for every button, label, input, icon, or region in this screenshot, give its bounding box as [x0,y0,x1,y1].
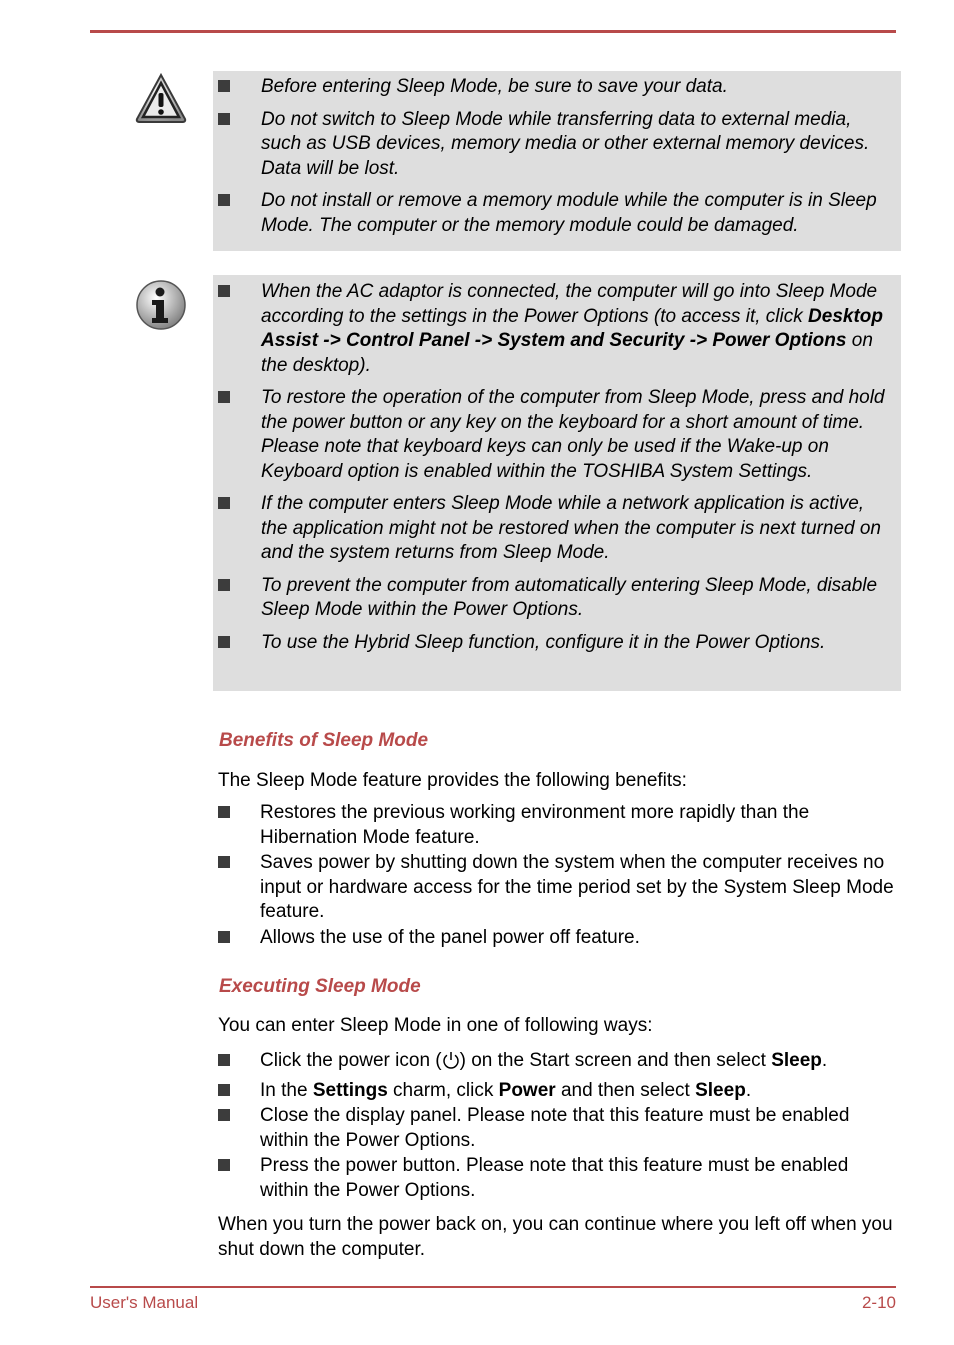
top-rule [90,30,896,33]
list-item: In the Settings charm, click Power and then select Sleep. [218,1079,898,1104]
warning-icon [135,72,187,124]
list-item: Allows the use of the panel power off feature. [218,926,898,951]
bullet-icon [218,806,230,818]
bullet-icon [218,80,230,92]
bullet-icon [218,194,230,206]
list-item: When the AC adaptor is connected, the computer will go into Sleep Mode according to the settings in the Power Options (to access it, click Desktop Assist -> Control Panel -> System and Security -> Power Options on the desktop). [213,280,893,378]
section-heading-executing: Executing Sleep Mode [219,976,421,997]
bottom-rule [90,1286,896,1288]
info-icon [135,279,187,331]
executing-intro: You can enter Sleep Mode in one of following ways: [218,1015,653,1036]
info-note [213,275,901,691]
bullet-icon [218,636,230,648]
warning-note [213,71,901,251]
bullet-icon [218,931,230,943]
bullet-icon [218,1084,230,1096]
bullet-icon [218,1159,230,1171]
list-item: Close the display panel. Please note that this feature must be enabled within the Power Options. [218,1104,898,1153]
benefits-list [218,801,898,951]
list-item: To restore the operation of the computer from Sleep Mode, press and hold the power button or any key on the keyboard for a short amount of time. Please note that keyboard keys can only be used if the Wake-up on Keyboard option is enabled within the TOSHIBA System Settings. [213,386,893,484]
bullet-icon [218,285,230,297]
bullet-icon [218,391,230,403]
list-item: Click the power icon ( ) on the Start screen and then select Sleep. [218,1049,898,1074]
executing-outro: When you turn the power back on, you can continue where you left off when you shut down the computer. [218,1214,893,1260]
benefits-intro: The Sleep Mode feature provides the following benefits: [218,770,687,791]
bullet-icon [218,497,230,509]
executing-list [218,1049,898,1204]
bullet-icon [218,856,230,868]
list-item: Saves power by shutting down the system when the computer receives no input or hardware access for the time period set by the System Sleep Mode feature. [218,851,898,925]
page-number: 2-10 [861,1293,896,1312]
section-heading-benefits: Benefits of Sleep Mode [219,730,429,751]
footer-title: User's Manual [90,1293,199,1312]
bullet-icon [218,579,230,591]
list-item: Restores the previous working environment more rapidly than the Hibernation Mode feature. [218,801,898,850]
list-item: Before entering Sleep Mode, be sure to save your data. [213,75,893,100]
list-item: To use the Hybrid Sleep function, configure it in the Power Options. [213,631,893,656]
power-icon [442,1051,460,1069]
list-item: Press the power button. Please note that this feature must be enabled within the Power Options. [218,1154,898,1203]
bullet-icon [218,113,230,125]
list-item: Do not install or remove a memory module while the computer is in Sleep Mode. The computer or the memory module could be damaged. [213,189,893,238]
list-item: Do not switch to Sleep Mode while transferring data to external media, such as USB devices, memory media or other external memory devices. Data will be lost. [213,108,893,182]
bullet-icon [218,1109,230,1121]
bullet-icon [218,1054,230,1066]
list-item: If the computer enters Sleep Mode while a network application is active, the application might not be restored when the computer is next turned on and the system returns from Sleep Mode. [213,492,893,566]
list-item: To prevent the computer from automatically entering Sleep Mode, disable Sleep Mode within the Power Options. [213,574,893,623]
